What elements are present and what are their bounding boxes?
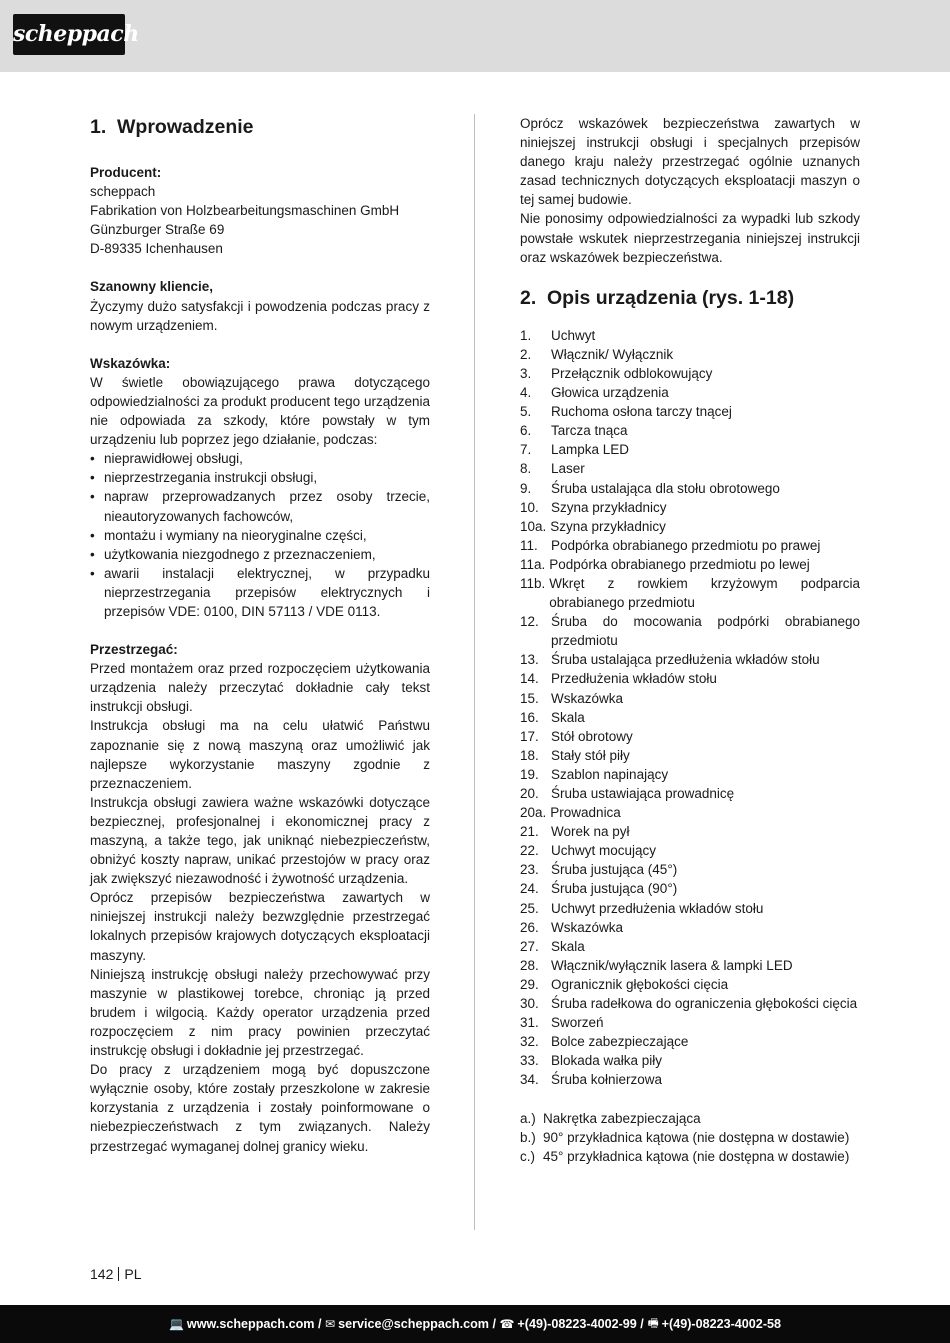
part-item-number: 20. [520,786,539,801]
footer-separator: / [314,1317,326,1331]
part-item [520,822,860,841]
observe-label: Przestrzegać: [90,642,178,658]
part-item-text: Worek na pył [551,824,630,840]
part-item-number: 20a. [520,805,547,821]
section-1-number: 1. [90,116,107,138]
greeting-text: Życzymy dużo satysfakcji i powodzenia podczas pracy z nowym urządzeniem. [90,298,430,333]
part-item-number: 24. [520,881,539,897]
part-item-text: Podpórka obrabianego przedmiotu po prawej [551,537,821,553]
note-bullet-item: • użytkowania niezgodnego z przeznaczeniem, [90,545,430,564]
page-language: PL [124,1266,142,1282]
part-item-text: Wskazówka [551,690,624,706]
part-item [520,803,860,822]
right-column [520,114,860,1166]
part-item-number: 15. [520,690,539,706]
part-item-text: Śruba ustalająca dla stołu obrotowego [551,480,780,496]
part-item-number: 30. [520,996,539,1012]
footer-fax: +(49)-08223-4002-58 [661,1317,782,1331]
part-item-text: Stół obrotowy [551,728,633,744]
part-item-number: 8. [520,461,532,477]
page-number-value: 142 [90,1266,114,1282]
accessory-item-number: b.) [520,1129,536,1145]
mail-icon: ✉ [325,1317,336,1331]
note-label: Wskazówka: [90,355,171,371]
part-item-number: 14. [520,671,539,687]
section-1-heading [90,114,430,140]
part-item-text: Skala [551,938,585,954]
accessory-item-text: 90° przykładnica kątowa (nie dostępna w dostawie) [543,1129,850,1145]
section-1-title: Wprowadzenie [117,116,254,138]
part-item [520,536,860,555]
part-item-number: 9. [520,480,532,496]
part-item-text: Blokada wałka piły [551,1053,663,1069]
part-item [520,669,860,688]
part-item-number: 31. [520,1015,539,1031]
part-item-number: 7. [520,442,532,458]
part-item-number: 10a. [520,518,547,534]
part-item-text: Uchwyt mocujący [551,843,657,859]
accessory-item [520,1109,860,1128]
part-item [520,574,860,612]
part-item [520,1070,860,1089]
part-item-text: Włącznik/wyłącznik lasera & lampki LED [551,957,793,973]
part-item-text: Śruba justująca (90°) [551,881,678,897]
part-item-text: Skala [551,709,585,725]
part-item-number: 11a. [520,556,546,572]
part-item-number: 6. [520,423,532,439]
part-item [520,899,860,918]
observe-paragraph: Do pracy z urządzeniem mogą być dopuszczone wyłącznie osoby, które zostały przeszkolone w zakresie korzystania z urządzenia i zostały poinformowane o niebezpieczeństwach z tym związanych. Należy przestrzegać wymaganej dolnej granicy wieku. [90,1062,430,1154]
part-item-text: Tarcza tnąca [551,423,628,439]
part-item-number: 11. [520,537,538,553]
part-item-text: Bolce zabezpieczające [551,1034,689,1050]
intro-paragraph: Oprócz wskazówek bezpieczeństwa zawartych w niniejszej instrukcji obsługi i specjalnych przepisów danego kraju należy przestrzegać ogólnie uznanych zasad technicznych dotyczących eksploatacji maszyn o tej samej budowie. [520,116,860,208]
part-item [520,612,860,650]
part-item-number: 33. [520,1053,539,1069]
part-item-number: 1. [520,327,532,343]
section-2-heading [520,285,860,311]
observe-paragraph: Instrukcja obsługi ma na celu ułatwić Państwu zapoznanie się z nową maszyną oraz umożliwić jak najlepsze wykorzystanie maszyny zgodnie z przeznaczeniem. [90,718,430,791]
part-item [520,498,860,517]
part-item-number: 32. [520,1034,539,1050]
part-item [520,555,860,574]
part-item [520,479,860,498]
part-item-number: 28. [520,957,539,973]
part-item-text: Podpórka obrabianego przedmiotu po lewej [549,556,810,572]
part-item [520,879,860,898]
part-item-number: 18. [520,747,539,763]
producer-line: Fabrikation von Holzbearbeitungsmaschinen GmbH [90,203,400,219]
note-bullet-item: • napraw przeprowadzanych przez osoby trzecie, nieautoryzowanych fachowców, [90,487,430,525]
part-item-text: Wskazówka [551,919,624,935]
part-item [520,345,860,364]
part-item-text: Śruba ustawiająca prowadnicę [551,786,735,801]
footer-phone: +(49)-08223-4002-99 [517,1317,637,1331]
part-item-number: 21. [520,824,539,840]
observe-paragraph: Oprócz przepisów bezpieczeństwa zawartych w niniejszej instrukcji należy bezwzględnie przestrzegać lokalnych przepisów krajowych dotyczących eksploatacji maszyny. [90,890,430,963]
part-item-text: Głowica urządzenia [551,385,669,401]
part-item-number: 26. [520,919,539,935]
note-text: W świetle obowiązującego prawa dotyczącego odpowiedzialności za produkt producent tego urządzenia nie odpowiada za szkody, które powstały w tym urządzeniu lub poprzez jego działanie, podczas: [90,374,430,448]
part-item-number: 3. [520,365,532,381]
producer-line: D-89335 Ichenhausen [90,241,223,257]
part-item [520,517,860,536]
footer-separator: / [636,1317,648,1331]
accessory-item-number: a.) [520,1110,536,1126]
part-item [520,956,860,975]
accessories-list [520,1109,860,1166]
part-item-text: Szyna przykładnicy [550,518,666,534]
part-item-number: 5. [520,404,532,420]
left-column [90,114,430,1156]
part-item-text: Ruchoma osłona tarczy tnącej [551,404,732,420]
part-item [520,1051,860,1070]
accessory-item-text: Nakrętka zabezpieczająca [543,1110,701,1126]
note-bullet-item: • nieprzestrzegania instrukcji obsługi, [90,468,430,487]
part-item-text: Stały stół piły [551,747,630,763]
part-item [520,937,860,956]
part-item [520,459,860,478]
monitor-icon: 💻 [168,1317,184,1331]
part-item-text: Śruba ustalająca przedłużenia wkładów stołu [551,652,820,668]
part-item-text: Prowadnica [550,805,621,821]
accessory-item-text: 45° przykładnica kątowa (nie dostępna w dostawie) [543,1148,850,1164]
part-item-number: 17. [520,728,539,744]
part-item [520,841,860,860]
producer-line: Günzburger Straße 69 [90,222,225,238]
part-item [520,421,860,440]
part-item-text: Lampka LED [551,442,630,458]
note-bullet-item: • awarii instalacji elektrycznej, w przypadku nieprzestrzegania przepisów elektrycznych i przepisów VDE: 0100, DIN 57113 / VDE 0113. [90,564,430,621]
part-item-text: Laser [551,461,585,477]
part-item [520,326,860,345]
producer-line: scheppach [90,184,156,200]
part-item-number: 2. [520,346,532,362]
producer-label: Producent: [90,165,162,180]
part-item [520,1013,860,1032]
part-item-text: Śruba do mocowania podpórki obrabianego przedmiotu [551,614,860,649]
part-item-text: Sworzeń [551,1015,604,1031]
part-item-text: Ogranicznik głębokości cięcia [551,976,729,992]
part-item-number: 29. [520,976,539,992]
phone-icon: ☎ [499,1317,515,1331]
part-item-number: 34. [520,1072,539,1088]
footer-bar [0,1305,950,1343]
part-item-text: Przełącznik odblokowujący [551,365,713,381]
part-item-text: Przedłużenia wkładów stołu [551,671,717,687]
part-item [520,975,860,994]
part-item [520,994,860,1013]
part-item [520,364,860,383]
part-item-text: Szyna przykładnicy [551,499,667,515]
part-item [520,650,860,669]
part-item [520,727,860,746]
observe-paragraph: Przed montażem oraz przed rozpoczęciem użytkowania urządzenia należy przeczytać dokładnie cały tekst instrukcji obsługi. [90,661,430,715]
part-item [520,383,860,402]
part-item [520,746,860,765]
part-item-number: 19. [520,766,539,782]
part-item [520,860,860,879]
footer-email[interactable]: service@scheppach.com [338,1317,489,1331]
page-number [90,1266,141,1282]
part-item-text: Uchwyt przedłużenia wkładów stołu [551,900,764,916]
note-bullet-list [90,449,430,621]
part-item-text: Wkręt z rowkiem krzyżowym podparcia obrabianego przedmiotu [549,575,860,611]
part-item-text: Śruba kołnierzowa [551,1072,663,1088]
part-item [520,402,860,421]
part-item-number: 10. [520,499,539,515]
part-item [520,784,860,803]
observe-paragraph: Instrukcja obsługi zawiera ważne wskazówki dotyczące bezpiecznej, profesjonalnej i ekonomicznej pracy z maszyną, a także tego, jak uniknąć niebezpieczeństw, obniżyć koszty napraw, unikać przestojów w pracy oraz jak zwiększyć niezawodność i żywotność urządzenia. [90,794,430,887]
part-item-number: 11b. [520,575,546,591]
parts-list [520,326,860,1090]
part-item [520,440,860,459]
part-item-number: 4. [520,385,532,401]
part-item-text: Włącznik/ Wyłącznik [551,346,674,362]
part-item-text: Uchwyt [551,327,596,343]
part-item-number: 23. [520,862,539,878]
part-item-text: Śruba justująca (45°) [551,862,678,878]
note-bullet-item: • montażu i wymiany na nieoryginalne części, [90,526,430,545]
part-item-number: 25. [520,900,539,916]
accessory-item-number: c.) [520,1148,535,1164]
header-bar [0,0,950,72]
part-item-number: 16. [520,709,539,725]
section-2-title: Opis urządzenia (rys. 1-18) [547,286,795,309]
part-item [520,689,860,708]
observe-paragraphs [90,659,430,1155]
note-bullet-item: • nieprawidłowej obsługi, [90,449,430,468]
part-item-text: Szablon napinający [551,766,669,782]
greeting-label: Szanowny kliencie, [90,279,214,295]
part-item [520,765,860,784]
section-2-number: 2. [520,286,537,309]
producer-address [90,182,430,258]
footer-separator: / [488,1317,500,1331]
part-item-text: Śruba radełkowa do ograniczenia głębokości cięcia [551,996,858,1012]
part-item-number: 12. [520,614,539,630]
part-item [520,708,860,727]
fax-icon: 🖷 [647,1315,659,1330]
accessory-item [520,1128,860,1147]
column-divider [474,114,475,1230]
brand-logo: scheppach [13,14,125,55]
part-item-number: 27. [520,938,539,954]
part-item-number: 22. [520,843,539,859]
page-separator [118,1267,119,1281]
part-item [520,918,860,937]
footer-website[interactable]: www.scheppach.com [186,1317,315,1331]
accessory-item [520,1147,860,1166]
part-item [520,1032,860,1051]
observe-paragraph: Niniejszą instrukcję obsługi należy przechowywać przy maszynie w plastikowej torebce, chroniąc ją przed brudem i wilgocią. Każdy operator urządzenia przed rozpoczęciem z nim pracy powinien przeczytać instrukcję obsługi i dokładnie jej przestrzegać. [90,966,430,1059]
intro-paragraph: Nie ponosimy odpowiedzialności za wypadki lub szkody powstałe wskutek nieprzestrzegania niniejszej instrukcji oraz wskazówek bezpieczeństwa. [520,211,860,265]
intro-paragraphs [520,114,860,267]
part-item-number: 13. [520,652,539,668]
